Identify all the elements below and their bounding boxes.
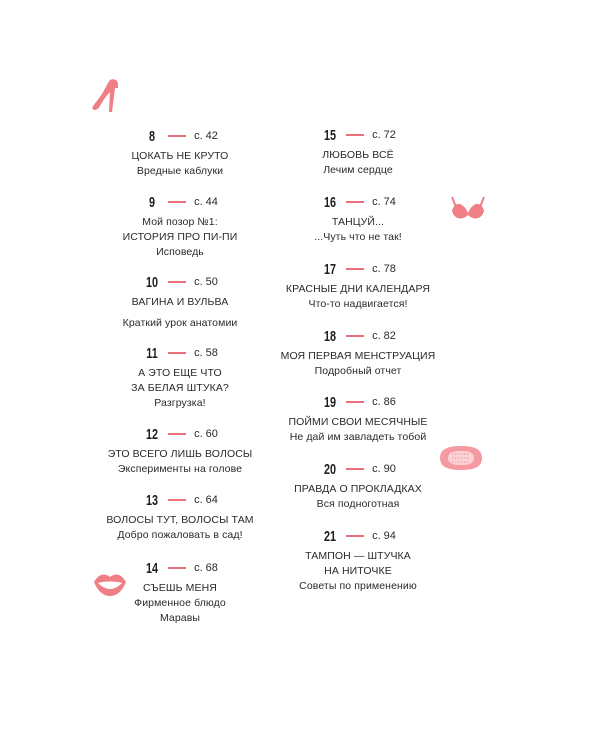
toc-entry[interactable] (258, 261, 458, 312)
toc-entry[interactable] (258, 127, 458, 178)
dash-divider (168, 499, 186, 501)
toc-entry[interactable] (80, 492, 280, 543)
toc-entry[interactable] (258, 528, 458, 594)
chapter-title: Мой позор №1: (142, 216, 218, 228)
dash-divider (346, 335, 364, 337)
chapter-subtitle: Лечим сердце (323, 164, 393, 176)
chapter-number: 15 (324, 126, 337, 144)
chapter-number: 18 (324, 327, 337, 345)
dash-divider (168, 352, 186, 354)
chapter-number: 13 (146, 491, 159, 509)
toc-entry[interactable] (80, 426, 280, 477)
chapter-title: КРАСНЫЕ ДНИ КАЛЕНДАРЯ (285, 283, 431, 295)
chapter-subtitle: Что-то надвигается! (308, 298, 408, 310)
chapter-subtitle: Советы по применению (299, 580, 417, 592)
toc-entry[interactable] (258, 328, 458, 379)
page-number: с. 90 (372, 463, 396, 475)
chapter-title: ВОЛОСЫ ТУТ, ВОЛОСЫ ТАМ (106, 514, 254, 526)
dash-divider (346, 201, 364, 203)
chapter-number: 9 (149, 193, 156, 211)
chapter-title: ТАНЦУЙ... (331, 216, 385, 228)
chapter-number: 8 (149, 127, 156, 145)
toc-entry[interactable] (80, 274, 280, 331)
chapter-subtitle: ...Чуть что не так! (314, 231, 402, 243)
page-number: с. 86 (372, 396, 396, 408)
page-number: с. 44 (194, 196, 218, 208)
toc-entry[interactable] (80, 194, 280, 260)
chapter-subtitle: Не дай им завладеть тобой (289, 431, 427, 443)
page-number: с. 78 (372, 263, 396, 275)
chapter-number: 16 (324, 193, 337, 211)
dash-divider (168, 433, 186, 435)
chapter-title: ПОЙМИ СВОИ МЕСЯЧНЫЕ (288, 416, 428, 428)
chapter-number: 19 (324, 393, 337, 411)
chapter-subtitle: Исповедь (156, 246, 204, 258)
dash-divider (346, 535, 364, 537)
dash-divider (168, 201, 186, 203)
chapter-title: ЗА БЕЛАЯ ШТУКА? (131, 382, 229, 394)
chapter-title: А ЭТО ЕЩЕ ЧТО (138, 367, 222, 379)
dash-divider (168, 135, 186, 137)
dash-divider (168, 281, 186, 283)
dash-divider (168, 567, 186, 569)
page-number: с. 94 (372, 530, 396, 542)
chapter-number: 10 (146, 273, 159, 291)
chapter-number: 21 (324, 527, 337, 545)
chapter-subtitle: Вся подноготная (316, 498, 400, 510)
chapter-subtitle: Эксперименты на голове (117, 463, 243, 475)
chapter-number: 20 (324, 460, 337, 478)
page-number: с. 60 (194, 428, 218, 440)
toc-entry[interactable] (80, 345, 280, 411)
chapter-subtitle: Краткий урок анатомии (122, 317, 238, 329)
chapter-subtitle: Разгрузка! (154, 397, 206, 409)
page-number: с. 64 (194, 494, 218, 506)
toc-entry[interactable] (258, 461, 458, 512)
page-number: с. 72 (372, 129, 396, 141)
chapter-title: МОЯ ПЕРВАЯ МЕНСТРУАЦИЯ (280, 350, 436, 362)
toc-entry[interactable] (80, 560, 280, 626)
chapter-subtitle: Подробный отчет (314, 365, 402, 377)
dash-divider (346, 468, 364, 470)
page-number: с. 74 (372, 196, 396, 208)
chapter-subtitle: Вредные каблуки (136, 165, 224, 177)
page-number: с. 82 (372, 330, 396, 342)
toc-entry[interactable] (258, 394, 458, 445)
chapter-number: 14 (146, 559, 159, 577)
chapter-title: СЪЕШЬ МЕНЯ (143, 582, 217, 594)
chapter-number: 17 (324, 260, 337, 278)
page-number: с. 50 (194, 276, 218, 288)
chapter-title: ТАМПОН — ШТУЧКА (305, 550, 411, 562)
dash-divider (346, 134, 364, 136)
chapter-number: 12 (146, 425, 159, 443)
chapter-title: ВАГИНА И ВУЛЬВА (131, 296, 229, 308)
chapter-title: ЦОКАТЬ НЕ КРУТО (131, 150, 229, 162)
chapter-number: 11 (146, 344, 158, 362)
chapter-title: ЭТО ВСЕГО ЛИШЬ ВОЛОСЫ (107, 448, 253, 460)
chapter-subtitle: Добро пожаловать в сад! (117, 529, 243, 541)
dash-divider (346, 401, 364, 403)
toc-entry[interactable] (80, 128, 280, 179)
chapter-title: ЛЮБОВЬ ВСЁ (322, 149, 394, 161)
chapter-subtitle: Фирменное блюдо (134, 597, 226, 609)
chapter-subtitle: Маравы (159, 612, 201, 624)
high-heel-icon (88, 76, 124, 116)
dash-divider (346, 268, 364, 270)
page-number: с. 58 (194, 347, 218, 359)
chapter-title: ИСТОРИЯ ПРО ПИ-ПИ (122, 231, 238, 243)
toc-entry[interactable] (258, 194, 458, 245)
page-number: с. 68 (194, 562, 218, 574)
chapter-title: НА НИТОЧКЕ (324, 565, 392, 577)
page-number: с. 42 (194, 130, 218, 142)
chapter-title: ПРАВДА О ПРОКЛАДКАХ (294, 483, 422, 495)
